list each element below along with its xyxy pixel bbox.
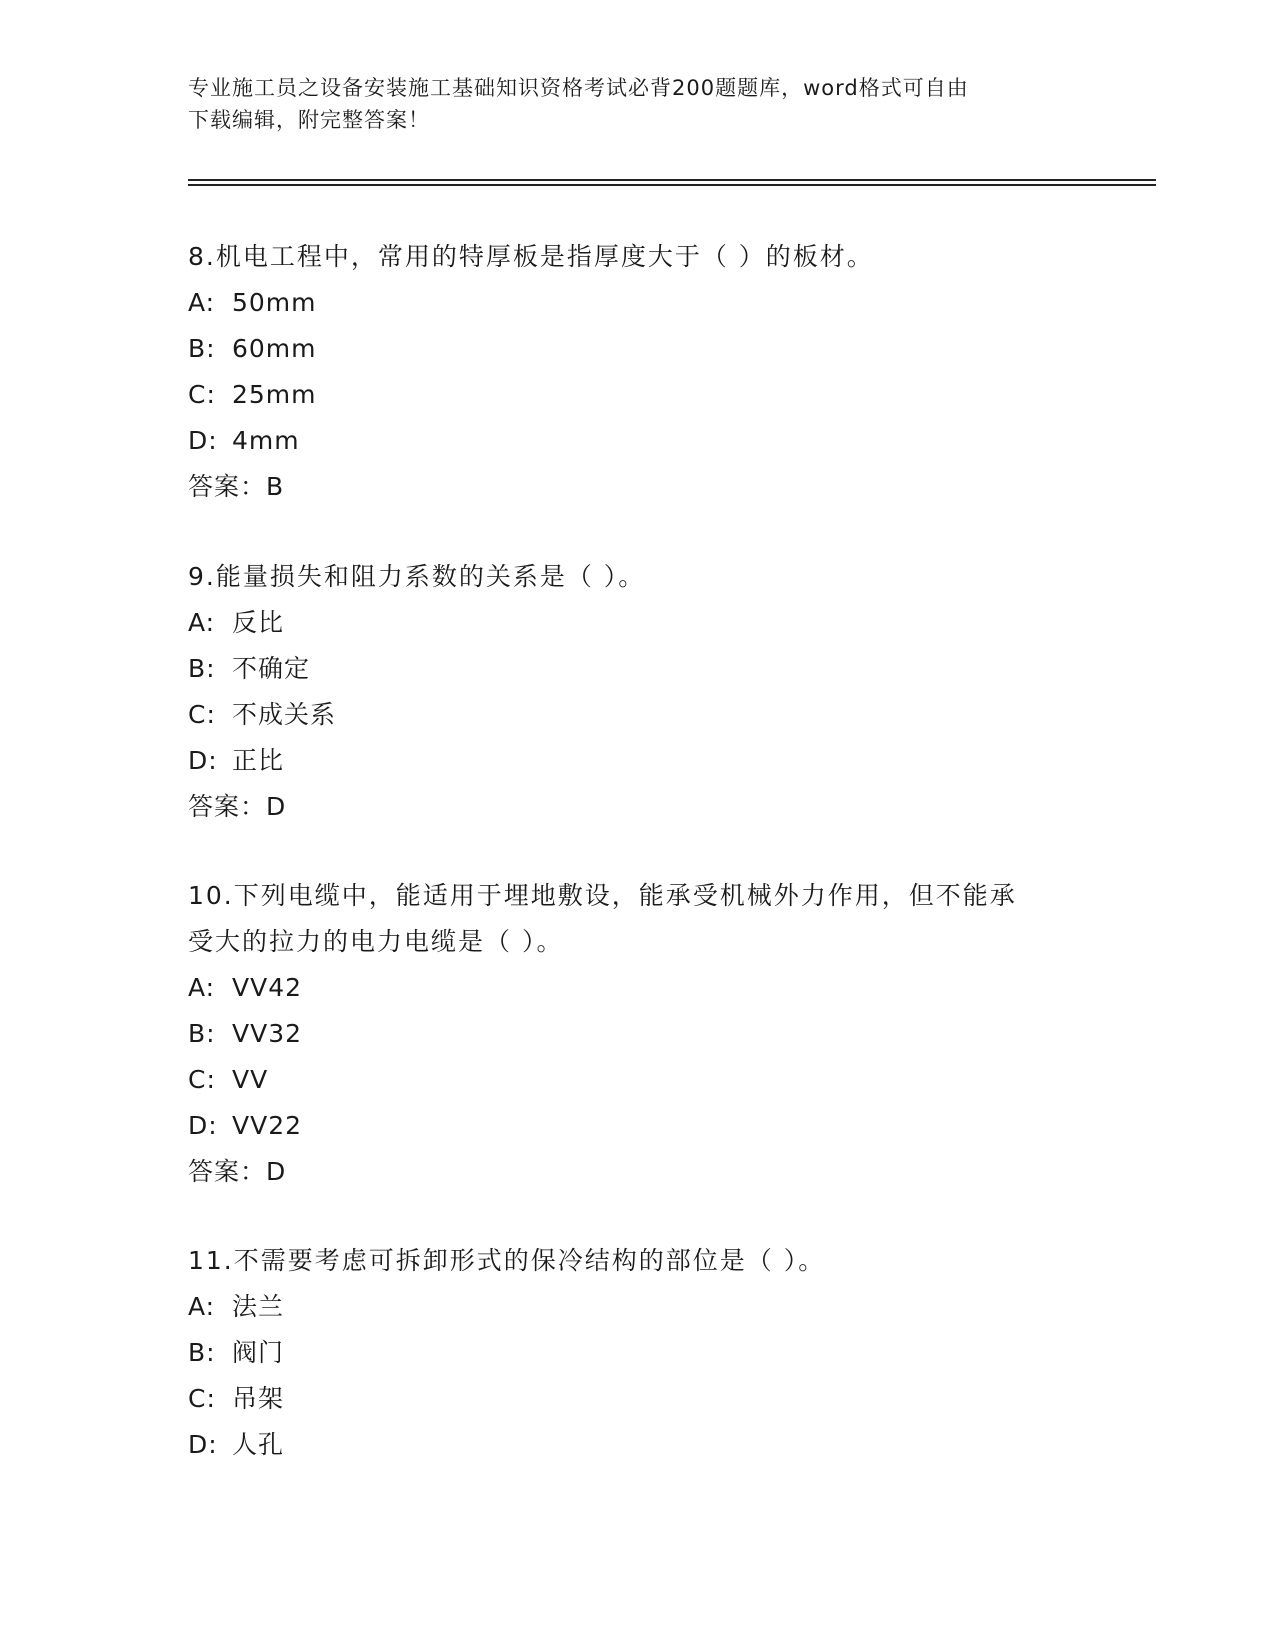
option-text: 人孔 — [232, 1430, 285, 1459]
question-9 — [188, 554, 1088, 830]
option-letter: A: — [188, 288, 216, 317]
option-a — [188, 965, 1088, 1011]
option-letter: C: — [188, 1384, 216, 1413]
answer-text: 答案：D — [188, 792, 287, 821]
option-c — [188, 1376, 1088, 1422]
option-text: 4mm — [232, 426, 300, 455]
option-letter: B: — [188, 654, 216, 683]
option-d — [188, 418, 1088, 464]
option-letter: B: — [188, 334, 216, 363]
option-text: 不成关系 — [232, 700, 337, 729]
option-text: VV32 — [232, 1019, 303, 1048]
question-8 — [188, 234, 1088, 510]
question-stem-line-1: 10.下列电缆中，能适用于埋地敷设，能承受机械外力作用，但不能承 — [188, 881, 1017, 910]
option-d — [188, 738, 1088, 784]
header-line-2: 下载编辑，附完整答案！ — [188, 108, 430, 132]
option-b — [188, 1011, 1088, 1057]
option-a — [188, 600, 1088, 646]
option-text: 50mm — [232, 288, 317, 317]
option-letter: D: — [188, 746, 218, 775]
question-stem: 9.能量损失和阻力系数的关系是（ ）。 — [188, 562, 646, 591]
header-divider-bottom — [188, 184, 1156, 186]
option-text: 吊架 — [232, 1384, 285, 1413]
option-b — [188, 646, 1088, 692]
option-text: VV22 — [232, 1111, 303, 1140]
option-text: 25mm — [232, 380, 317, 409]
answer-text: 答案：B — [188, 472, 285, 501]
option-text: 阀门 — [232, 1338, 285, 1367]
option-letter: A: — [188, 1292, 216, 1321]
header-line-1: 专业施工员之设备安装施工基础知识资格考试必背200题题库，word格式可自由 — [188, 76, 969, 100]
option-letter: C: — [188, 700, 216, 729]
header-divider-top — [188, 179, 1156, 181]
answer-text: 答案：D — [188, 1157, 287, 1186]
option-letter: B: — [188, 1019, 216, 1048]
option-d — [188, 1422, 1088, 1468]
option-letter: A: — [188, 973, 216, 1002]
option-letter: D: — [188, 426, 218, 455]
option-text: 反比 — [232, 608, 285, 637]
option-b — [188, 326, 1088, 372]
question-stem: 8.机电工程中，常用的特厚板是指厚度大于（ ）的板材。 — [188, 242, 874, 271]
option-letter: C: — [188, 1065, 216, 1094]
option-text: 正比 — [232, 746, 285, 775]
option-d — [188, 1103, 1088, 1149]
option-text: VV — [232, 1065, 269, 1094]
question-10 — [188, 873, 1088, 1195]
option-letter: D: — [188, 1430, 218, 1459]
option-c — [188, 1057, 1088, 1103]
option-a — [188, 1284, 1088, 1330]
option-text: 不确定 — [232, 654, 311, 683]
option-text: VV42 — [232, 973, 303, 1002]
option-letter: D: — [188, 1111, 218, 1140]
option-b — [188, 1330, 1088, 1376]
option-text: 法兰 — [232, 1292, 285, 1321]
option-c — [188, 692, 1088, 738]
option-text: 60mm — [232, 334, 317, 363]
question-stem-line-2: 受大的拉力的电力电缆是（ ）。 — [188, 927, 564, 956]
option-letter: A: — [188, 608, 216, 637]
question-stem: 11.不需要考虑可拆卸形式的保冷结构的部位是（ ）。 — [188, 1246, 826, 1275]
option-letter: B: — [188, 1338, 216, 1367]
document-header — [188, 72, 1088, 136]
option-a — [188, 280, 1088, 326]
option-c — [188, 372, 1088, 418]
option-letter: C: — [188, 380, 216, 409]
question-11 — [188, 1238, 1088, 1468]
